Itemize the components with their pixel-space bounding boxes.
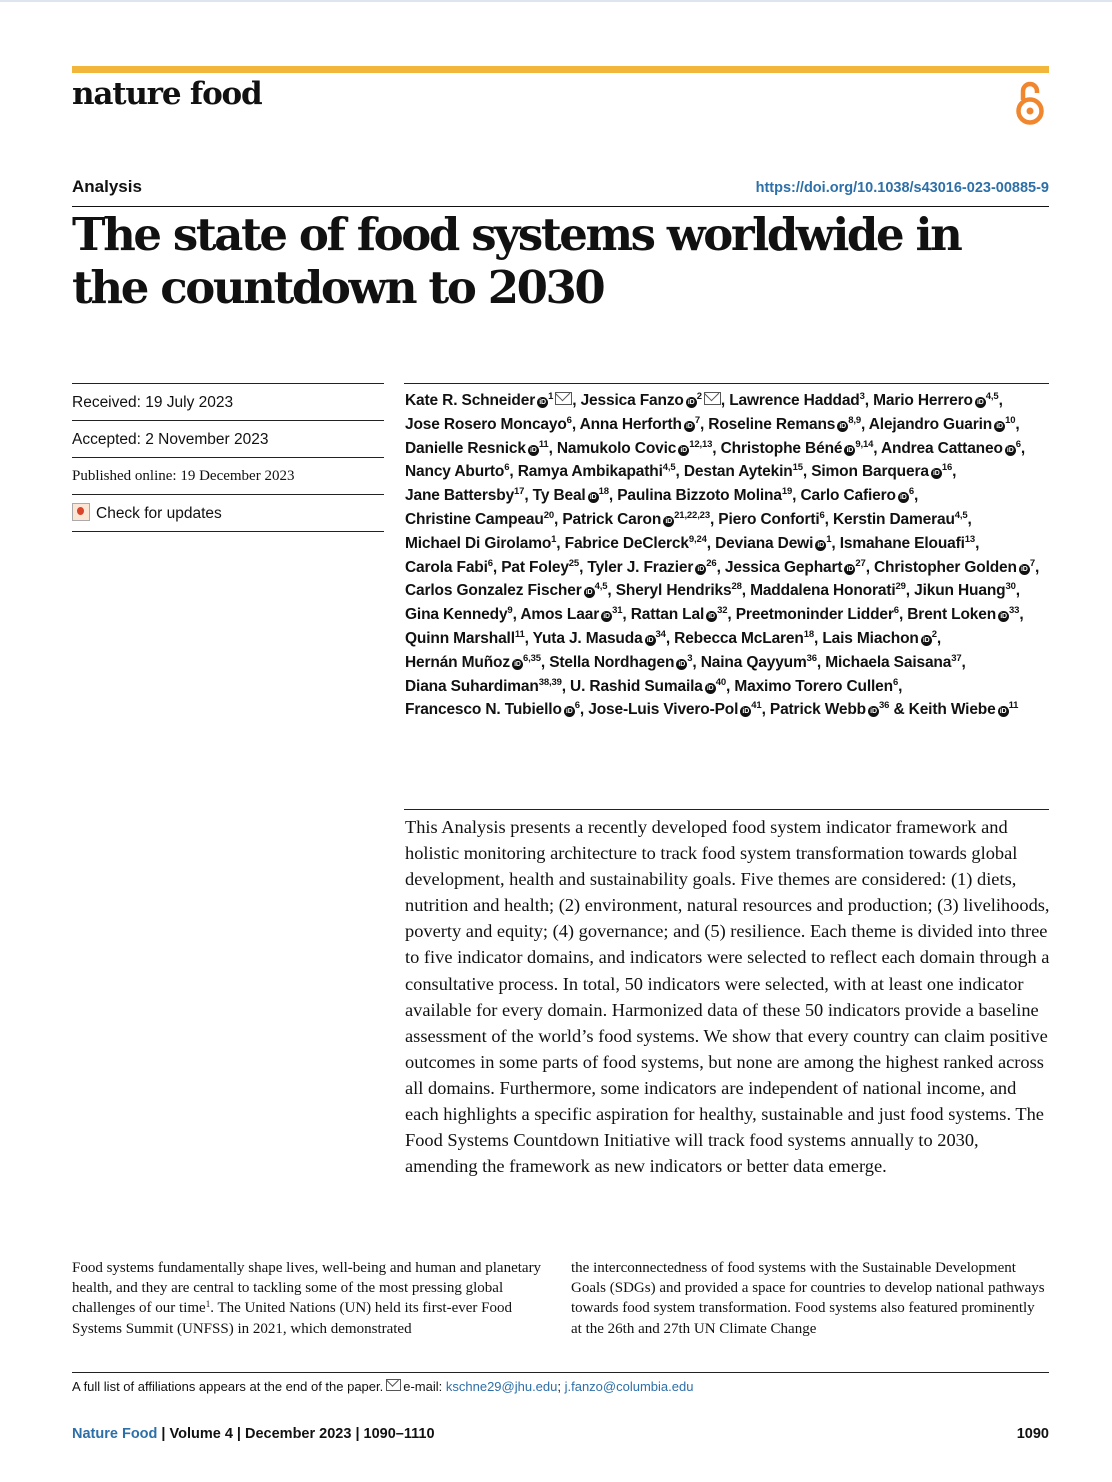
affiliation-number: 3 (687, 652, 693, 664)
affiliation-number: 6 (819, 509, 825, 521)
author-name[interactable]: Destan Aytekin (683, 463, 793, 481)
crossmark-icon (72, 503, 90, 521)
affiliation-number: 1 (826, 533, 832, 545)
author-name[interactable]: Patrick Webb (769, 701, 867, 719)
affiliation-number: 13 (964, 533, 976, 545)
orcid-icon[interactable]: iD (645, 635, 656, 646)
author-name[interactable]: Christine Campeau (405, 510, 544, 528)
author-name[interactable]: Gina Kennedy (405, 606, 508, 624)
affiliation-number: 12,13 (689, 438, 713, 450)
abstract: This Analysis presents a recently developed food system indicator framework and holistic monitoring architecture to track food system transformation towards global development, health and sustainability goals. Five themes are considered: (1) diets, nutrition and health; (2) environment, natural resources and production; (3) livelihoods, poverty and equity; (4) governance; and (5) resilience. Each theme is divided into three to five indicator domains, and indicators were selected to reflect each domain through a consultative process. In total, 50 indicators were selected, with at least one indicator available for every domain. Harmonized data of these 50 indicators provide a baseline assessment of the world’s food systems. We show that every country can claim positive outcomes in some parts of food systems, but none are among the highest ranked across all domains. Furthermore, some indicators are independent of national income, and each highlights a specific aspiration for healthy, sustainable and just food systems. The Food Systems Countdown Initiative will track food systems annually to 2030, amending the framework as new indicators or better data emerge. (405, 817, 1050, 1177)
envelope-icon[interactable] (555, 392, 572, 405)
affiliation-number: 4,5 (662, 462, 676, 474)
affiliation-number: 6 (566, 414, 572, 426)
orcid-icon[interactable]: iD (1005, 445, 1016, 456)
check-updates-button[interactable] (72, 494, 384, 532)
affiliation-number: 41 (751, 700, 762, 712)
author-name[interactable]: Diana Suhardiman (405, 677, 539, 695)
author (770, 701, 889, 718)
author (833, 511, 968, 528)
author-list: Kate R. Schneider $iD^1$ , Jessica Fanzo $iD^2$ , Lawrence Haddad$^3$, Mario Herrero iD$^{4,5}$, Jose Rosero Moncayo$^6$, Anna Herforth $iD^7$, Roseline Remans iD$^{8,9}$, Alejandro Guarin $iD^{10}$, Danielle Resnick $iD^{11}$, Namukolo Covic iD$^{12,13}$, Christophe Béné iD$^{9,14}$, Andrea Cattaneo $iD^6$, Nancy Aburto$^6$, Ramya Ambikapathi$^{4,5}$, Destan Aytekin$^{15}$, Simon Barquera $iD^{16}$, Jane Battersby$^{17}$, Ty Beal $iD^{18}$, Paulina Bizzoto Molina$^{19}$, Carlo Cafiero $iD^6$, Christine Campeau$^{20}$, Patrick Caron iD$^{21,22,23}$, Piero Conforti$^6$, Kerstin Damerau$^{4,5}$, Michael Di Girolamo$^1$, Fabrice DeClerck$^{9,24}$, Deviana Dewi $iD^1$, Ismahane Elouafi$^{13}$, Carola Fabi$^6$, Pat Foley$^{25}$, Tyler J. Frazier $iD^{26}$, Jessica Gephart $iD^{27}$, Christopher Golden $iD^7$, Carlos Gonzalez Fischer iD$^{4,5}$, Sheryl Hendriks$^{28}$, Maddalena Honorati$^{29}$, Jikun Huang$^{30}$, Gina Kennedy$^9$, Amos Laar $iD^{31}$, Rattan Lal $iD^{32}$, Preetmoninder Lidder$^6$, Brent Loken $iD^{33}$, Quinn Marshall$^{11}$, Yuta J. Masuda $iD^{34}$, Rebecca McLaren$^{18}$, Lais Miachon $iD^2$, Hernán Muñoz iD$^{6,35}$, Stella Nordhagen $iD^3$, Naina Qayyum$^{36}$, Michaela Saisana$^{37}$, Diana Suhardiman$^{38,39}$, U. Rashid Sumaila $iD^{40}$, Maximo Torero Cullen$^6$, Francesco N. Tubiello $iD^6$, Jose-Luis Vivero-Pol $iD^{41}$, Patrick Webb $iD^{36}$ & Keith Wiebe $iD^{11}$ (405, 391, 1040, 719)
author (405, 535, 556, 552)
affiliation-number: 36 (806, 652, 817, 664)
affiliations-note: A full list of affiliations appears at the end of the paper. (72, 1379, 384, 1394)
author-name[interactable]: Preetmoninder Lidder (735, 606, 894, 624)
body-column-2: the interconnectedness of food systems with the Sustainable Development Goals (SDGs) and provided a space for countries to develop national pathways towards food system transformation. Food systems also featured prominently at the 26th and 27th UN Climate Change (571, 1260, 1045, 1337)
author-name[interactable]: U. Rashid Sumaila (570, 677, 703, 695)
author-name[interactable]: Keith Wiebe (908, 701, 996, 719)
author (565, 535, 707, 552)
author (811, 463, 952, 480)
author-name[interactable]: Maximo Torero Cullen (734, 677, 893, 695)
affiliation-number: 18 (598, 486, 609, 498)
orcid-icon[interactable]: iD (601, 611, 612, 622)
orcid-icon[interactable]: iD (898, 492, 909, 503)
affiliation-number: 15 (792, 462, 803, 474)
reference-link[interactable]: 1 (205, 1299, 211, 1310)
orcid-icon[interactable]: iD (975, 397, 986, 408)
envelope-icon (386, 1379, 401, 1391)
author (718, 511, 824, 528)
author (520, 606, 622, 623)
author (405, 416, 572, 433)
affiliation-number: 18 (803, 628, 814, 640)
orcid-icon[interactable]: iD (998, 706, 1009, 717)
doi-link[interactable]: https://doi.org/10.1038/s43016-023-00885-9 (755, 180, 1049, 196)
author-name[interactable]: Danielle Resnick (405, 439, 526, 457)
orcid-icon[interactable]: iD (844, 564, 855, 575)
affiliation-number: 4,5 (954, 509, 968, 521)
affiliation-number: 6 (908, 486, 914, 498)
author (701, 654, 817, 671)
author-name[interactable]: Brent Loken (907, 606, 997, 624)
author (405, 701, 580, 718)
author-name[interactable]: Michaela Saisana (825, 653, 952, 671)
author-name[interactable]: Francesco N. Tubiello (405, 701, 562, 719)
affiliation-number: 10 (1005, 414, 1016, 426)
author-name[interactable]: Alejandro Guarin (868, 415, 993, 433)
author (907, 606, 1019, 623)
affiliation-number: 37 (951, 652, 962, 664)
orcid-icon[interactable]: iD (676, 659, 687, 670)
author-name[interactable]: Mario Herrero (873, 392, 973, 409)
author (840, 535, 975, 552)
affiliation-number: 4,5 (594, 581, 608, 593)
author (405, 463, 509, 480)
open-access-lock-icon (1014, 78, 1046, 126)
author-name[interactable]: Kate R. Schneider (405, 392, 536, 409)
affiliation-number: 7 (1029, 557, 1035, 569)
author (708, 416, 861, 433)
orcid-icon[interactable]: iD (512, 659, 523, 670)
author-name[interactable]: Quinn Marshall (405, 629, 515, 647)
orcid-icon[interactable]: iD (837, 421, 848, 432)
author (822, 630, 937, 647)
author-name[interactable]: Patrick Caron (562, 510, 662, 528)
affiliation-number: 8,9 (848, 414, 862, 426)
affiliation-number: 6 (892, 676, 899, 688)
orcid-icon[interactable]: iD (994, 421, 1005, 432)
author (405, 392, 572, 409)
affiliation-number: 20 (543, 509, 554, 521)
journal-name-link[interactable]: Nature Food (72, 1426, 158, 1442)
author (715, 535, 831, 552)
affiliation-number: 11 (1008, 700, 1019, 712)
author-name[interactable]: Jose Rosero Moncayo (405, 415, 567, 433)
author-name[interactable]: Lais Miachon (822, 629, 919, 647)
author (588, 701, 761, 718)
author (405, 678, 562, 695)
affiliation-number: 36 (879, 700, 890, 712)
header-accent-bar (72, 66, 1049, 73)
author (873, 392, 998, 409)
author-name[interactable]: Deviana Dewi (715, 534, 814, 552)
orcid-icon[interactable]: iD (844, 445, 855, 456)
author-name[interactable]: Amos Laar (520, 606, 600, 624)
affiliation-number: 32 (717, 605, 728, 617)
author-name[interactable]: Fabrice DeClerck (564, 534, 689, 552)
author (581, 392, 721, 409)
journal-logo: nature food (72, 76, 262, 112)
author (684, 463, 803, 480)
author (881, 440, 1021, 457)
affiliation-number: 17 (514, 486, 525, 498)
affiliation-number: 6 (574, 700, 580, 712)
author (631, 606, 728, 623)
author-name[interactable]: Jessica Fanzo (580, 392, 684, 409)
correspondence-footnote (72, 1379, 693, 1394)
author (800, 487, 914, 504)
author-name[interactable]: Anna Herforth (579, 415, 682, 433)
author-name[interactable]: Ty Beal (532, 487, 586, 505)
email-separator: ; (557, 1379, 565, 1394)
authors-rule (404, 383, 1049, 384)
affiliation-number: 19 (781, 486, 793, 498)
author (587, 559, 716, 576)
affiliation-number: 1 (551, 533, 557, 545)
author (405, 440, 549, 457)
author (874, 559, 1035, 576)
orcid-icon[interactable]: iD (663, 516, 674, 527)
affiliation-number: 2 (696, 391, 702, 402)
affiliation-number: 11 (538, 438, 549, 450)
orcid-icon[interactable]: iD (868, 706, 879, 717)
author-name[interactable]: Carlos Gonzalez Fischer (405, 582, 582, 600)
orcid-icon[interactable]: iD (537, 397, 548, 408)
author-name[interactable]: Andrea Cattaneo (881, 439, 1003, 457)
author (736, 606, 899, 623)
orcid-icon[interactable]: iD (706, 611, 717, 622)
affiliation-number: 6 (893, 605, 899, 617)
author-name[interactable]: Yuta J. Masuda (532, 629, 643, 647)
article-dates (72, 383, 384, 532)
email-link-1[interactable]: kschne29@jhu.edu (445, 1379, 558, 1394)
author-name[interactable]: Naina Qayyum (700, 653, 807, 671)
article-title: The state of food systems worldwide in the countdown to 2030 (72, 208, 961, 314)
author-name[interactable]: Rattan Lal (630, 606, 705, 624)
orcid-icon[interactable]: iD (686, 397, 697, 408)
author (914, 582, 1016, 599)
affiliation-number: 7 (694, 414, 700, 426)
affiliation-number: 29 (895, 581, 906, 593)
affiliation-number: 31 (612, 605, 623, 617)
affiliation-number: 38,39 (538, 676, 562, 688)
page-number: 1090 (1016, 1426, 1049, 1442)
author (405, 559, 493, 576)
orcid-icon[interactable]: iD (740, 706, 751, 717)
author (405, 511, 554, 528)
orcid-icon[interactable]: iD (588, 492, 599, 503)
orcid-icon[interactable]: iD (528, 445, 539, 456)
author (674, 630, 814, 647)
affiliation-number: 27 (855, 557, 866, 569)
author (750, 582, 906, 599)
author (616, 582, 742, 599)
issue-details: | Volume 4 | December 2023 | 1090–1110 (157, 1426, 435, 1442)
author-name[interactable]: Pat Foley (501, 558, 569, 576)
orcid-icon[interactable]: iD (815, 540, 826, 551)
affiliation-number: 28 (731, 581, 742, 593)
affiliation-number: 26 (706, 557, 717, 569)
orcid-icon[interactable]: iD (684, 421, 695, 432)
author-name[interactable]: Jikun Huang (914, 582, 1006, 600)
author-name[interactable]: Paulina Bizzoto Molina (617, 487, 782, 505)
affiliation-number: 9,14 (855, 438, 874, 450)
affiliation-number: 25 (568, 557, 580, 569)
affiliation-number: 9,24 (688, 533, 707, 545)
affiliation-number: 6 (1015, 438, 1021, 450)
orcid-icon[interactable]: iD (584, 587, 595, 598)
affiliation-number: 6,35 (522, 652, 541, 664)
author (562, 511, 710, 528)
body-text: Food systems fundamentally shape lives, well-being and human and planetary health, and they are central to tackling some of the most pressing global challenges of our time (72, 1260, 542, 1317)
orcid-icon[interactable]: iD (678, 445, 689, 456)
affiliation-number: 6 (487, 557, 493, 569)
author-name[interactable]: Jessica Gephart (724, 558, 843, 576)
email-label: e-mail: (403, 1379, 446, 1394)
check-updates-label: Check for updates (96, 505, 222, 522)
received-date: Received: 19 July 2023 (72, 383, 384, 420)
footnote-rule (72, 1372, 1049, 1373)
author (549, 654, 692, 671)
author-name[interactable]: Jose-Luis Vivero-Pol (588, 701, 739, 719)
author (405, 487, 524, 504)
orcid-icon[interactable]: iD (931, 468, 942, 479)
orcid-icon[interactable]: iD (695, 564, 706, 575)
author-name[interactable]: Christopher Golden (874, 558, 1017, 576)
author (405, 630, 525, 647)
orcid-icon[interactable]: iD (705, 683, 716, 694)
author (533, 630, 666, 647)
orcid-icon[interactable]: iD (1019, 564, 1030, 575)
top-border (0, 0, 1112, 2)
author (501, 559, 579, 576)
email-link-2[interactable]: j.fanzo@columbia.edu (564, 1379, 694, 1394)
author-name[interactable]: Namukolo Covic (556, 439, 677, 457)
author (721, 440, 874, 457)
affiliation-number: 9 (507, 605, 513, 617)
body-column-1 (72, 1258, 550, 1339)
author-name[interactable]: Tyler J. Frazier (587, 558, 694, 576)
affiliation-number: 40 (715, 676, 727, 688)
author-name[interactable]: Carola Fabi (405, 558, 488, 576)
affiliation-number: 3 (859, 391, 865, 402)
author-name[interactable]: Kerstin Damerau (832, 510, 955, 528)
author (405, 654, 541, 671)
author (725, 559, 866, 576)
author-name[interactable]: Jane Battersby (405, 487, 515, 505)
author-name[interactable]: Christophe Béné (720, 439, 843, 457)
author-name[interactable]: Hernán Muñoz (405, 653, 510, 671)
author (518, 463, 676, 480)
orcid-icon[interactable]: iD (564, 706, 575, 717)
author-name[interactable]: Rebecca McLaren (674, 629, 804, 647)
author-name[interactable]: Maddalena Honorati (750, 582, 896, 600)
affiliation-number: 30 (1005, 581, 1016, 593)
affiliation-number: 2 (931, 628, 937, 640)
accepted-date: Accepted: 2 November 2023 (72, 420, 384, 457)
affiliation-number: 11 (514, 628, 525, 640)
author (557, 440, 712, 457)
author (909, 701, 1019, 718)
author-name[interactable]: Michael Di Girolamo (405, 534, 552, 552)
journal-citation (72, 1426, 435, 1442)
published-date: Published online: 19 December 2023 (72, 457, 384, 494)
author-name[interactable]: Piero Conforti (718, 510, 820, 528)
envelope-icon[interactable] (704, 392, 721, 405)
author-name[interactable]: Roseline Remans (708, 415, 836, 433)
affiliation-number: 4,5 (985, 391, 999, 402)
author (533, 487, 609, 504)
author (729, 392, 865, 409)
author (825, 654, 961, 671)
author (869, 416, 1016, 433)
author (617, 487, 792, 504)
orcid-icon[interactable]: iD (998, 611, 1009, 622)
body-text: . The United Nations (UN) held its first-ever Food Systems Summit (UNFSS) in 2021, which demonstrated (72, 1300, 512, 1337)
author-name[interactable]: Carlo Cafiero (800, 487, 896, 505)
author-name[interactable]: Sheryl Hendriks (615, 582, 732, 600)
affiliation-number: 33 (1009, 605, 1020, 617)
author-name[interactable]: Ramya Ambikapathi (517, 463, 663, 481)
affiliation-number: 21,22,23 (674, 509, 710, 521)
author (580, 416, 700, 433)
author (405, 582, 607, 599)
author (405, 606, 513, 623)
affiliation-number: 34 (655, 628, 666, 640)
article-type: Analysis (72, 177, 142, 196)
author-name[interactable]: Ismahane Elouafi (839, 534, 965, 552)
author-name[interactable]: Stella Nordhagen (549, 653, 675, 671)
author-name[interactable]: Nancy Aburto (405, 463, 505, 481)
abstract-rule (404, 809, 1049, 810)
author (570, 678, 726, 695)
title-rule (72, 206, 1049, 207)
author-name[interactable]: Lawrence Haddad (729, 392, 860, 409)
affiliation-number: 16 (941, 462, 953, 474)
affiliation-number: 6 (504, 462, 510, 474)
orcid-icon[interactable]: iD (921, 635, 932, 646)
affiliation-number: 1 (548, 391, 554, 402)
author-name[interactable]: Simon Barquera (811, 463, 929, 481)
author (734, 678, 898, 695)
